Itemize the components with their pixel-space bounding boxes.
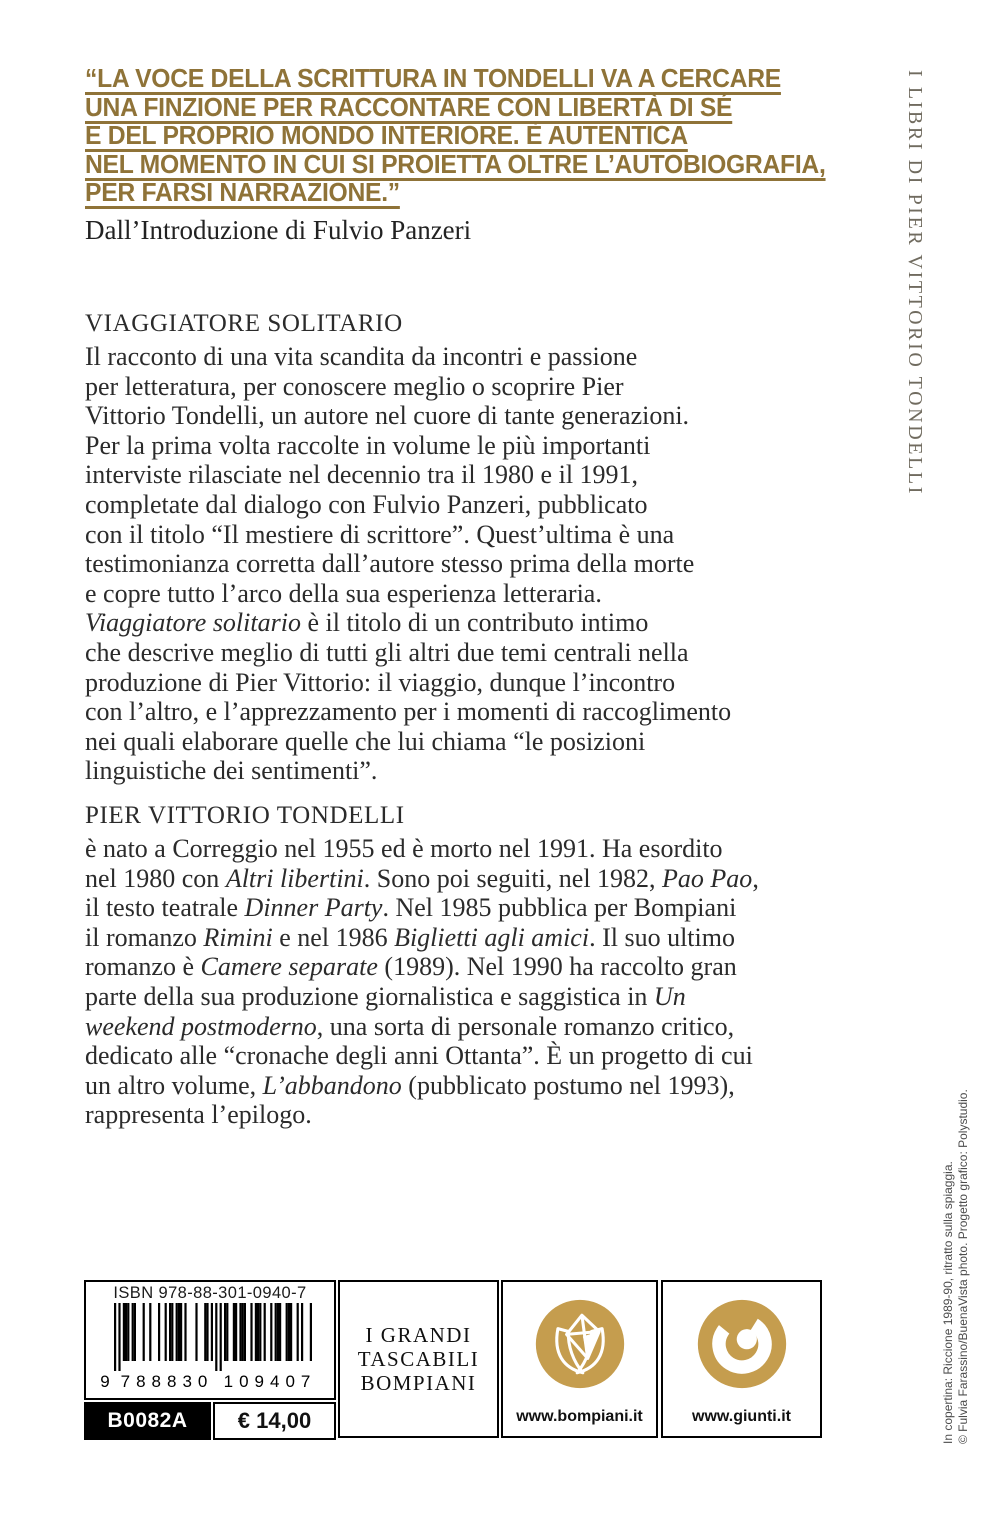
svg-text:109407: 109407 [223,1372,316,1391]
svg-text:9: 9 [99,1372,110,1391]
ean13-barcode [98,1303,323,1393]
bompiani-flower-icon [532,1296,628,1392]
quote-attribution: Dall’Introduzione di Fulvio Panzeri [85,215,472,245]
section-viaggiatore-solitario [85,310,890,786]
section1-heading: VIAGGIATORE SOLITARIO [85,310,403,337]
section2-heading: PIER VITTORIO TONDELLI [85,802,405,829]
price-label: € 14,00 [213,1402,336,1440]
pull-quote: “LA VOCE DELLA SCRITTURA IN TONDELLI VA A CERCARE UNA FINZIONE PER RACCONTARE CON LIBERTÀ DI SÉ E DEL PROPRIO MONDO INTERIORE. È AUTENTICA NEL MOMENTO IN CUI SI PROIETTA OLTRE L’AUTOBIOGRAFIA, PER FARSI NARRAZIONE.” [85,63,826,207]
imprint-line2: TASCABILI [357,1347,480,1371]
photo-credits-line2: © Fulvia Farassino/BuenaVista photo. Progetto grafico: Polystudio. [956,1089,970,1444]
barcode-box [84,1280,336,1400]
giunti-url: www.giunti.it [692,1408,791,1425]
bompiani-url: www.bompiani.it [516,1408,643,1425]
edition-code-badge: B0082A [84,1402,211,1440]
spine-vertical-title: I LIBRI DI PIER VITTORIO TONDELLI [904,70,926,496]
photo-credits [941,1089,971,1444]
imprint-line3: BOMPIANI [360,1371,477,1395]
imprint-line1: I GRANDI [365,1323,472,1347]
section1-body: Il racconto di una vita scandita da incontri e passione per letteratura, per conoscere meglio o scoprire Pier Vittorio Tondelli, un autore nel cuore di tante generazioni. Per la prima volta raccolte in volume le più importanti interviste rilasciate nel decennio tra il 1980 e il 1991, completate dal dialogo con Fulvio Panzeri, pubblicato con il titolo “Il mestiere di scrittore”. Quest’ultima è una testimonianza corretta dall’autore stesso prima della morte e copre tutto l’arco della sua esperienza letteraria. Viaggiatore solitario è il titolo di un contributo intimo che descrive meglio di tutti gli altri due temi centrali nella produzione di Pier Vittorio: il viaggio, dunque l’incontro con l’altro, e l’apprezzamento per i momenti di raccoglimento nei quali elaborare quelle che lui chiama “le posizioni linguistiche dei sentimenti”. [85,342,732,786]
isbn-label: ISBN 978-88-301-0940-7 [113,1284,307,1302]
bompiani-cell [501,1280,658,1438]
photo-credits-line1: In copertina: Riccione 1989-90, ritratto sulla spiaggia. [941,1161,955,1444]
imprint-box [338,1280,499,1438]
svg-text:788830: 788830 [120,1372,213,1391]
giunti-g-icon [694,1296,790,1392]
section-author-bio [85,802,890,1130]
giunti-cell [661,1280,822,1438]
section2-body: è nato a Correggio nel 1955 ed è morto nel 1991. Ha esordito nel 1980 con Altri libertini. Sono poi seguiti, nel 1982, Pao Pao, il testo teatrale Dinner Party. Nel 1985 pubblica per Bompiani il romanzo Rimini e nel 1986 Biglietti agli amici. Il suo ultimo romanzo è Camere separate (1989). Nel 1990 ha raccolto gran parte della sua produzione giornalistica e saggistica in Un weekend postmoderno, una sorta di personale romanzo critico, dedicato alle “cronache degli anni Ottanta”. È un progetto di cui un altro volume, L’abbandono (pubblicato postumo nel 1993), rappresenta l’epilogo. [85,834,759,1130]
